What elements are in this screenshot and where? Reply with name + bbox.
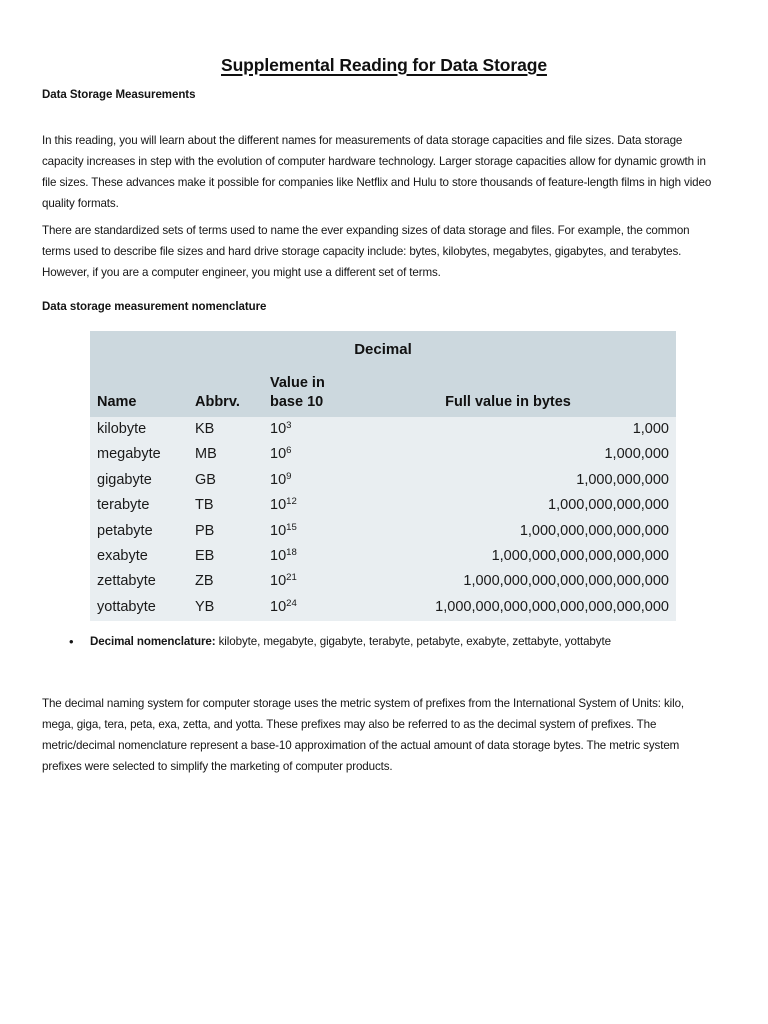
table-cell-abbrv: YB (195, 598, 215, 615)
table-cell-full-value-in-bytes: 1,000,000,000,000,000 (519, 522, 669, 539)
table-column-header-base10-line1: Value in (270, 375, 325, 391)
table-cell-abbrv: EB (195, 547, 215, 564)
page-title (42, 55, 726, 76)
power-exponent: 18 (286, 546, 297, 558)
table-cell-name: kilobyte (97, 421, 147, 437)
power-exponent: 3 (286, 420, 292, 431)
table-cell-value-in-base-10 (270, 442, 291, 467)
list-item-text: kilobyte, megabyte, gigabyte, terabyte, petabyte, exabyte, zettabyte, yottabyte (215, 635, 611, 648)
data-storage-nomenclature-table (90, 331, 676, 621)
power-base: 10 (270, 598, 287, 615)
power-base: 10 (270, 446, 287, 463)
table-title-decimal: Decimal (354, 341, 412, 358)
table-cell-full-value-in-bytes: 1,000,000 (604, 446, 669, 463)
table-body (90, 417, 676, 620)
table-cell-name: petabyte (97, 522, 153, 539)
table-cell-abbrv: GB (195, 471, 216, 488)
table-column-header-full-value-in-bytes: Full value in bytes (445, 394, 571, 410)
list-item (42, 631, 718, 652)
table-cell-value-in-base-10 (270, 569, 297, 594)
table-cell-abbrv: PB (195, 522, 215, 539)
table-cell-value-in-base-10 (270, 595, 297, 620)
page-title-text: Supplemental Reading for Data Storage (221, 54, 547, 75)
table-cell-name: terabyte (97, 497, 150, 514)
table-cell-abbrv: KB (195, 421, 215, 437)
section-heading-nomenclature: Data storage measurement nomenclature (42, 301, 267, 313)
table-row (90, 417, 676, 442)
power-base: 10 (270, 547, 287, 564)
table-cell-name: zettabyte (97, 573, 156, 590)
table-column-header-name: Name (97, 394, 137, 410)
table-row (90, 544, 676, 569)
paragraph-intro: In this reading, you will learn about the different names for measurements of data storage capacities and file sizes. Data storage capacity increases in step with the evolution of computer hardware technology. Larger storage capacities allow for dynamic growth in file sizes. These advances make it possible for companies like Netflix and Hulu to store thousands of feature-length films in high video quality formats. (42, 133, 712, 211)
table-cell-full-value-in-bytes: 1,000,000,000,000 (548, 497, 669, 514)
table-cell-value-in-base-10 (270, 468, 291, 493)
table-cell-full-value-in-bytes: 1,000,000,000,000,000,000,000,000 (435, 598, 669, 615)
table-cell-full-value-in-bytes: 1,000,000,000,000,000,000 (491, 547, 669, 564)
table-cell-value-in-base-10 (270, 493, 297, 518)
power-exponent: 9 (286, 470, 292, 482)
table-cell-value-in-base-10 (270, 544, 297, 569)
table-cell-full-value-in-bytes: 1,000,000,000,000,000,000,000 (463, 573, 669, 590)
table-row (90, 569, 676, 594)
paragraph-decimal-naming-system: The decimal naming system for computer storage uses the metric system of prefixes from the International System of Units: kilo, mega, giga, tera, peta, exa, zetta, and yotta. These prefixes may also be referred to as the decimal system of prefixes. The metric/decimal nomenclature represent a base-10 approximation of the actual amount of data storage bytes. The metric system prefixes were selected to simplify the marketing of computer products. (42, 696, 684, 774)
power-base: 10 (270, 471, 287, 488)
power-base: 10 (270, 522, 287, 539)
table-cell-value-in-base-10 (270, 417, 291, 442)
power-exponent: 6 (286, 445, 292, 457)
table-column-header-abbrv: Abbrv. (195, 394, 240, 410)
table-row (90, 595, 676, 620)
table-cell-name: gigabyte (97, 471, 152, 488)
power-exponent: 15 (286, 521, 297, 533)
table-cell-abbrv: MB (195, 446, 217, 463)
power-base: 10 (270, 497, 287, 514)
power-exponent: 21 (286, 572, 297, 584)
table-cell-abbrv: ZB (195, 573, 214, 590)
table-cell-name: exabyte (97, 547, 148, 564)
table-cell-value-in-base-10 (270, 519, 297, 544)
table-cell-abbrv: TB (195, 497, 214, 514)
section-heading-data-storage-measurements: Data Storage Measurements (42, 89, 196, 101)
table-row (90, 493, 676, 518)
table-cell-full-value-in-bytes: 1,000,000,000 (576, 471, 669, 488)
table-cell-name: yottabyte (97, 598, 156, 615)
paragraph-standard-terms: There are standardized sets of terms used to name the ever expanding sizes of data storage and files. For example, the common terms used to describe file sizes and hard drive storage capacity include: bytes, kilobytes, megabytes, gigabytes, and terabytes. However, if you are a computer engineer, you might use a different set of terms. (42, 223, 690, 279)
power-base: 10 (270, 421, 287, 437)
bullet-marker-icon: • (69, 634, 74, 649)
list-item-lead-label: Decimal nomenclature: (90, 635, 216, 648)
decimal-nomenclature-bullet-list (42, 631, 718, 652)
table-row (90, 442, 676, 467)
power-exponent: 24 (286, 597, 297, 609)
table-column-header-base10-line2: base 10 (270, 394, 324, 410)
table-row (90, 519, 676, 544)
power-exponent: 12 (286, 496, 297, 508)
power-base: 10 (270, 573, 287, 590)
table-row (90, 468, 676, 493)
table-cell-name: megabyte (97, 446, 161, 463)
table-cell-full-value-in-bytes: 1,000 (632, 421, 669, 437)
